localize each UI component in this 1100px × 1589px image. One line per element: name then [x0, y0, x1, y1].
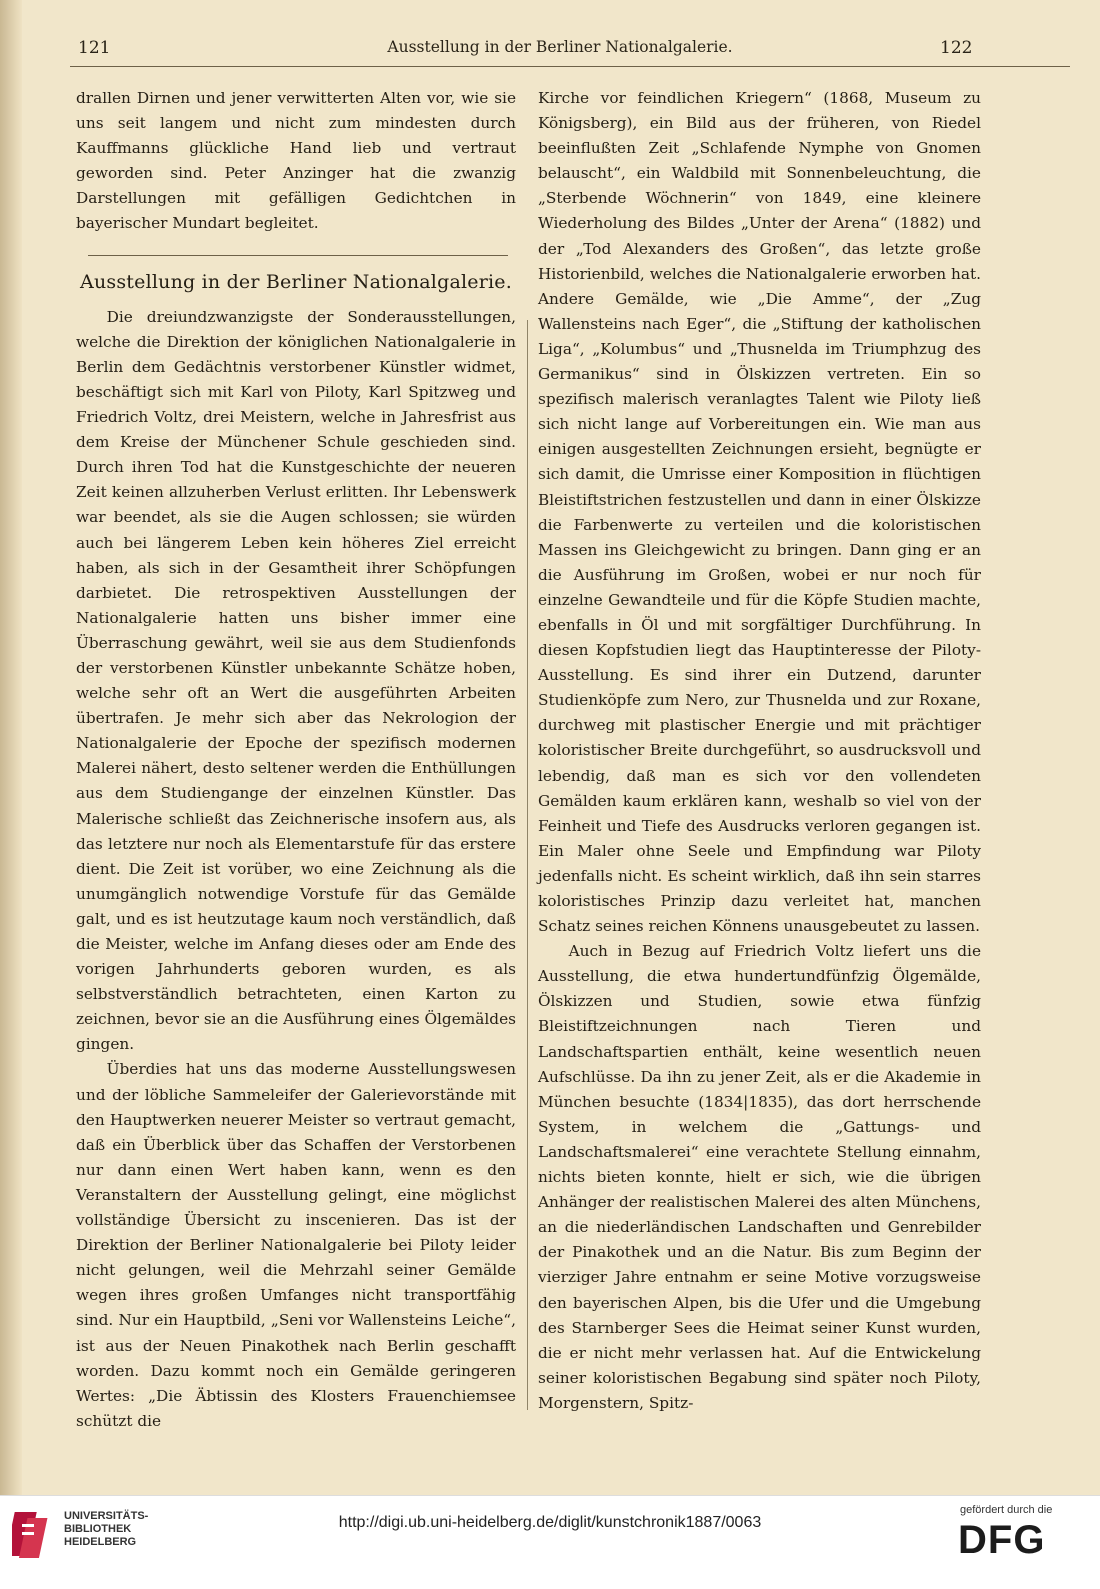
left-column [76, 86, 516, 1434]
left-paragraph-2: Überdies hat uns das moderne Ausstellungswesen und der löbliche Sammeleifer der Galerievorstände mit den Hauptwerken neuerer Meister so vertraut gemacht, daß ein Überblick über das Schaffen der Verstorbenen nur dann einen Wert haben kann, wenn es den Veranstaltern der Ausstellung gelingt, eine möglichst vollständige Übersicht zu inscenieren. Das ist der Direktion der Berliner Nationalgalerie bei Piloty leider nicht gelungen, weil die Mehrzahl seiner Gemälde wegen ihres großen Umfanges nicht transportfähig sind. Nur ein Hauptbild, „Seni vor Wallensteins Leiche“, ist aus der Neuen Pinakothek nach Berlin geschafft worden. Dazu kommt noch ein Gemälde geringeren Wertes: „Die Äbtissin des Klosters Frauenchiemsee schützt die [76, 1060, 516, 1430]
intro-paragraph: drallen Dirnen und jener verwitterten Alten vor, wie sie uns seit langem und nicht zum mindesten durch Kauffmanns glückliche Hand lieb und vertraut geworden sind. Peter Anzinger hat die zwanzig Darstellungen mit gefälligen Gedichtchen in bayerischer Mundart begleitet. [76, 89, 516, 233]
viewer-footer [0, 1495, 1100, 1589]
running-title: Ausstellung in der Berliner Nationalgalerie. [387, 38, 733, 56]
page-number-right: 122 [940, 38, 973, 58]
section-heading: Ausstellung in der Berliner Nationalgalerie. [80, 270, 512, 293]
library-name-line-3: HEIDELBERG [64, 1536, 137, 1548]
dfg-logo: DFG [958, 1518, 1046, 1562]
library-name [64, 1510, 148, 1549]
university-library-logo-icon [12, 1506, 56, 1562]
library-name-line-1: UNIVERSITÄTS- [64, 1510, 149, 1522]
source-url-link[interactable]: http://digi.ub.uni-heidelberg.de/diglit/kunstchronik1887/0063 [338, 1514, 762, 1531]
library-name-line-2: BIBLIOTHEK [64, 1523, 132, 1535]
page-binding-edge [0, 0, 22, 1495]
right-paragraph-1: Kirche vor feindlichen Kriegern“ (1868, Museum zu Königsberg), ein Bild aus der früheren, von Riedel beeinflußten Zeit „Schlafende Nymphe von Gnomen belauscht“, ein Waldbild mit Sonnenbeleuchtung, die „Sterbende Wöchnerin“ von 1849, eine kleinere Wiederholung des Bildes „Unter der Arena“ (1882) und der „Tod Alexanders des Großen“, das letzte große Historienbild, welches die Nationalgalerie erworben hat. Andere Gemälde, wie „Die Amme“, der „Zug Wallensteins nach Eger“, die „Stiftung der katholischen Liga“, „Kolumbus“ und „Thusnelda im Triumphzug des Germanikus“ sind in Ölskizzen vertreten. Ein so spezifisch malerisch veranlagtes Talent wie Piloty ließ sich nicht lange auf Vorbereitungen ein. Wie man aus einigen ausgestellten Zeichnungen ersieht, begnügte er sich damit, die Umrisse einer Komposition in flüchtigen Bleistiftstrichen festzustellen und dann in einer Ölskizze die Farbenwerte zu verteilen und die koloristischen Massen ins Gleichgewicht zu bringen. Dann ging er an die Ausführung im Großen, wobei er nur noch für einzelne Gewandteile und für die Köpfe Studien machte, ebenfalls in Öl und mit sorgfältiger Durchführung. In diesen Kopfstudien liegt das Hauptinteresse der Piloty-Ausstellung. Es sind ihrer ein Dutzend, darunter Studienköpfe zum Nero, zur Thusnelda und zur Roxane, durchweg mit plastischer Energie und mit prächtiger koloristischer Breite durchgeführt, so ausdrucksvoll und lebendig, daß man es sich vor den vollendeten Gemälden kaum erklären kann, weshalb so viel von der Feinheit und Tiefe des Ausdrucks verloren gegangen ist. Ein Maler ohne Seele und Empfindung war Piloty jedenfalls nicht. Es scheint wirklich, daß ihn sein starres koloristisches Prinzip dazu verleitet hat, manchen Schatz seines reichen Könnens unausgebeutet zu lassen. [538, 89, 981, 936]
right-column [538, 86, 981, 1416]
funded-by-label: gefördert durch die [960, 1504, 1053, 1516]
left-paragraph-1: Die dreiundzwanzigste der Sonderausstellungen, welche die Direktion der königlichen Nationalgalerie in Berlin dem Gedächtnis verstorbener Künstler widmet, beschäftigt sich mit Karl von Piloty, Karl Spitzweg und Friedrich Voltz, drei Meistern, welche in Jahresfrist aus dem Kreise der Münchener Schule geschieden sind. Durch ihren Tod hat die Kunstgeschichte der neueren Zeit keinen allzuherben Verlust erlitten. Ihr Lebenswerk war beendet, als sie die Augen schlossen; sie würden auch bei längerem Leben kein höheres Ziel erreicht haben, als sich in der Gesamtheit ihrer Schöpfungen darbietet. Die retrospektiven Ausstellungen der Nationalgalerie hatten uns bisher immer eine Überraschung gewährt, weil sie aus dem Studienfonds der verstorbenen Künstler unbekannte Schätze hoben, welche sehr oft an Wert die ausgeführten Arbeiten übertrafen. Je mehr sich aber das Nekrologion der Nationalgalerie der Epoche der spezifisch modernen Malerei nähert, desto seltener werden die Enthüllungen aus dem Studiengange der einzelnen Künstler. Das Malerische schließt das Zeichnerische insofern aus, als das letztere nur noch als Elementarstufe für das erstere dient. Die Zeit ist vorüber, wo eine Zeichnung als die unumgänglich notwendige Vorstufe für das Gemälde galt, und es ist heutzutage kaum noch verständlich, daß die Meister, welche im Anfang dieses oder am Ende des vorigen Jahrhunderts geboren wurden, es als selbstverständlich betrachteten, einen Karton zu zeichnen, bevor sie an die Ausführung eines Ölgemäldes gingen. [76, 307, 516, 1054]
right-paragraph-2: Auch in Bezug auf Friedrich Voltz liefert uns die Ausstellung, die etwa hundertundfünfzig Ölgemälde, Ölskizzen und Studien, sowie etwa fünfzig Bleistiftzeichnungen nach Tieren und Landschaftspartien enthält, keine wesentlich neuen Aufschlüsse. Da ihn zu jener Zeit, als er die Akademie in München besuchte (1834|1835), das dort herrschende System, in welchem die „Gattungs- und Landschaftsmalerei“ eine verachtete Stellung einnahm, nichts bieten konnte, hielt er sich, wie die übrigen Anhänger der realistischen Malerei des alten Münchens, an die niederländischen Landschaften und Genrebilder der Pinakothek und an die Natur. Bis zum Beginn der vierziger Jahre entnahm er seine Motive vorzugsweise den bayerischen Alpen, bis die Ufer und die Umgebung des Starnberger Sees die Heimat seiner Kunst wurden, die er nicht mehr verlassen hat. Auf die Entwickelung seiner koloristischen Begabung sind später noch Piloty, Morgenstern, Spitz- [538, 942, 981, 1412]
section-separator [88, 255, 508, 256]
header-rule [70, 66, 1070, 67]
page-number-left: 121 [78, 38, 111, 58]
column-divider [527, 320, 528, 1410]
